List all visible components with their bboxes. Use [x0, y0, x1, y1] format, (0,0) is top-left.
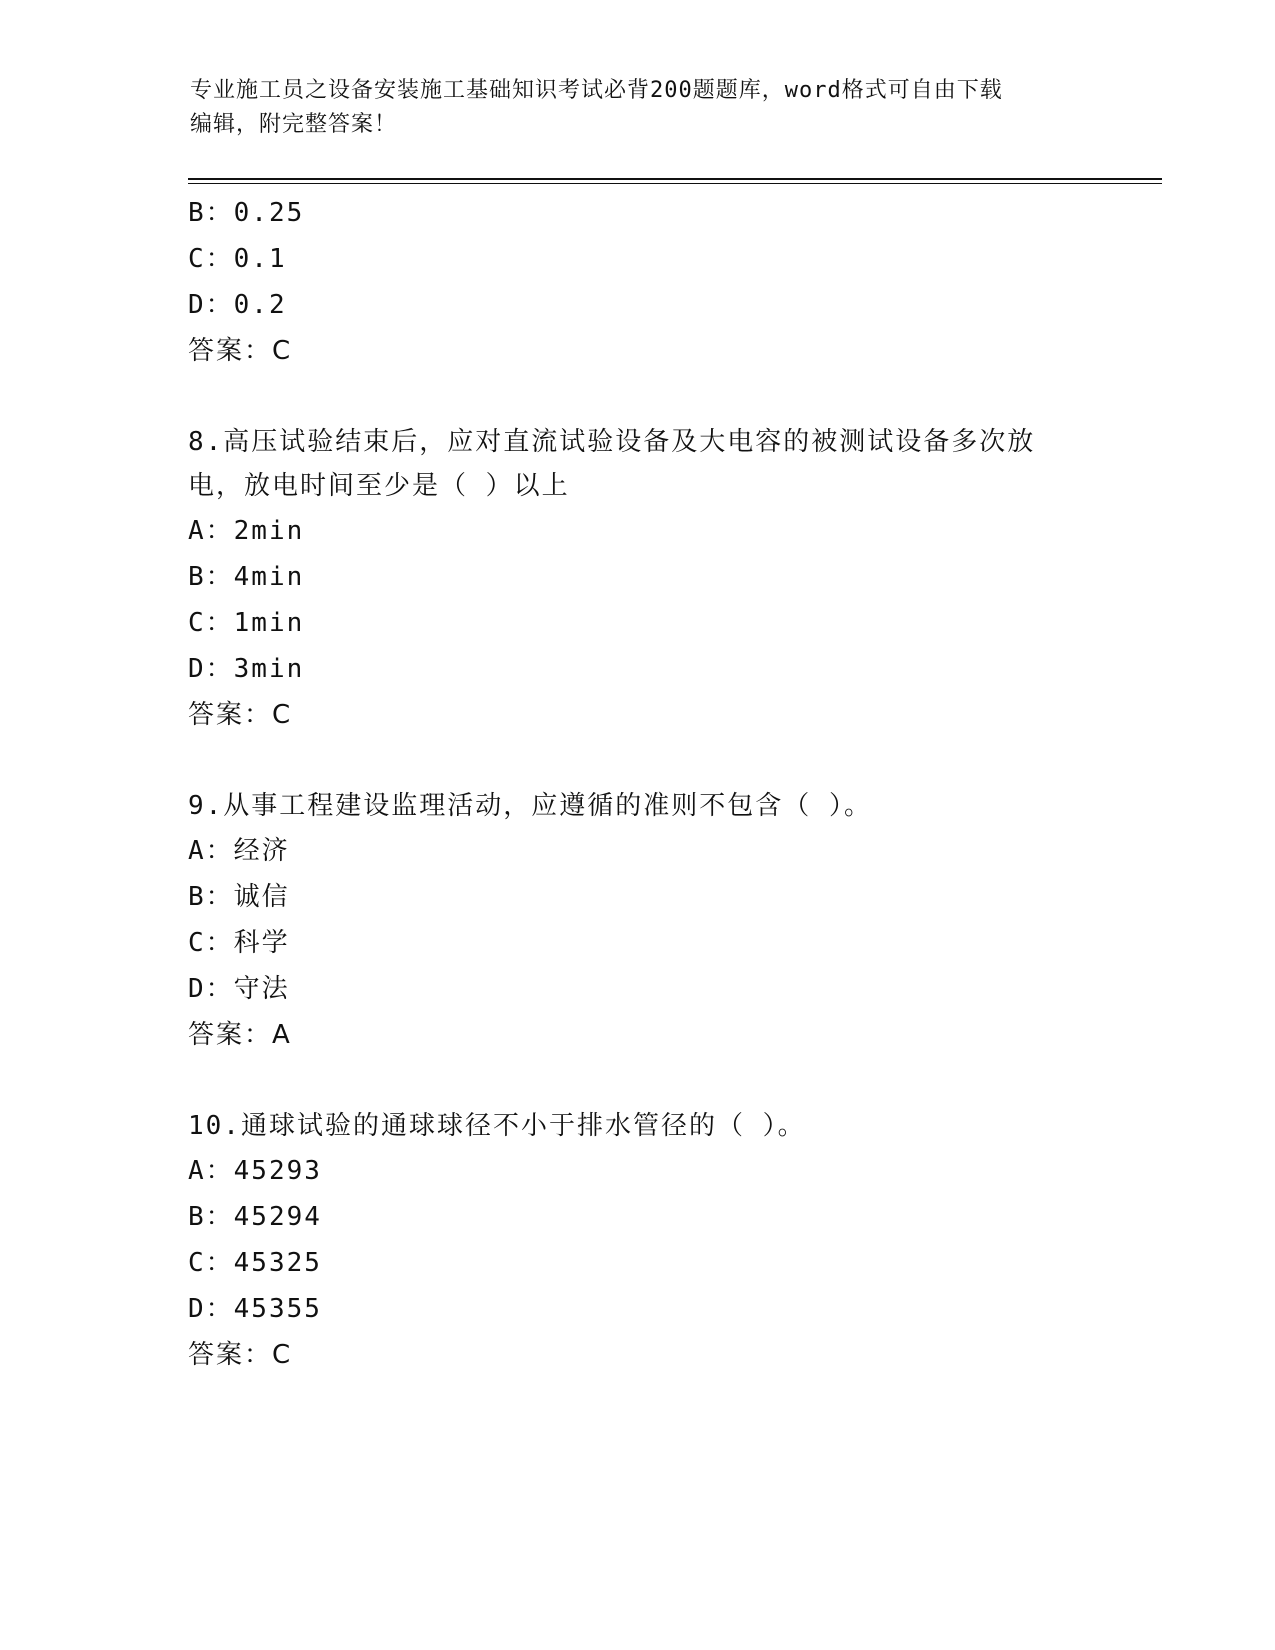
document-header: 专业施工员之设备安装施工基础知识考试必背200题题库，word格式可自由下载 编辑，附完整答案！	[190, 78, 1003, 137]
spacer	[188, 1058, 1088, 1104]
prev-question-block	[188, 190, 1088, 374]
option-d: D：守法	[188, 974, 290, 1004]
option-a: A：2min	[188, 516, 305, 546]
answer: 答案：A	[188, 1020, 292, 1050]
question-text: 8.高压试验结束后，应对直流试验设备及大电容的被测试设备多次放 电，放电时间至少是（ ）以上	[188, 427, 1036, 501]
option-d: D：0.2	[188, 290, 287, 320]
answer: 答案：C	[188, 336, 293, 366]
question-block-10	[188, 1104, 1088, 1378]
option-b: B：诚信	[188, 882, 290, 912]
option-b: B：4min	[188, 562, 305, 592]
option-c: C：科学	[188, 928, 290, 958]
option-b: B：0.25	[188, 198, 305, 228]
option-d: D：45355	[188, 1294, 322, 1324]
option-d: D：3min	[188, 654, 305, 684]
question-text: 9.从事工程建设监理活动，应遵循的准则不包含（ ）。	[188, 791, 872, 821]
question-block-9	[188, 784, 1088, 1058]
answer: 答案：C	[188, 1340, 293, 1370]
question-text: 10.通球试验的通球球径不小于排水管径的（ ）。	[188, 1111, 806, 1141]
header-rule-thick	[188, 178, 1162, 180]
answer: 答案：C	[188, 700, 293, 730]
option-a: A：45293	[188, 1156, 322, 1186]
option-a: A：经济	[188, 836, 290, 866]
option-c: C：45325	[188, 1248, 322, 1278]
option-b: B：45294	[188, 1202, 322, 1232]
spacer	[188, 738, 1088, 784]
spacer	[188, 374, 1088, 420]
document-body	[188, 190, 1088, 1378]
option-c: C：0.1	[188, 244, 287, 274]
option-c: C：1min	[188, 608, 305, 638]
header-rule-thin	[188, 183, 1162, 184]
question-block-8	[188, 420, 1088, 738]
